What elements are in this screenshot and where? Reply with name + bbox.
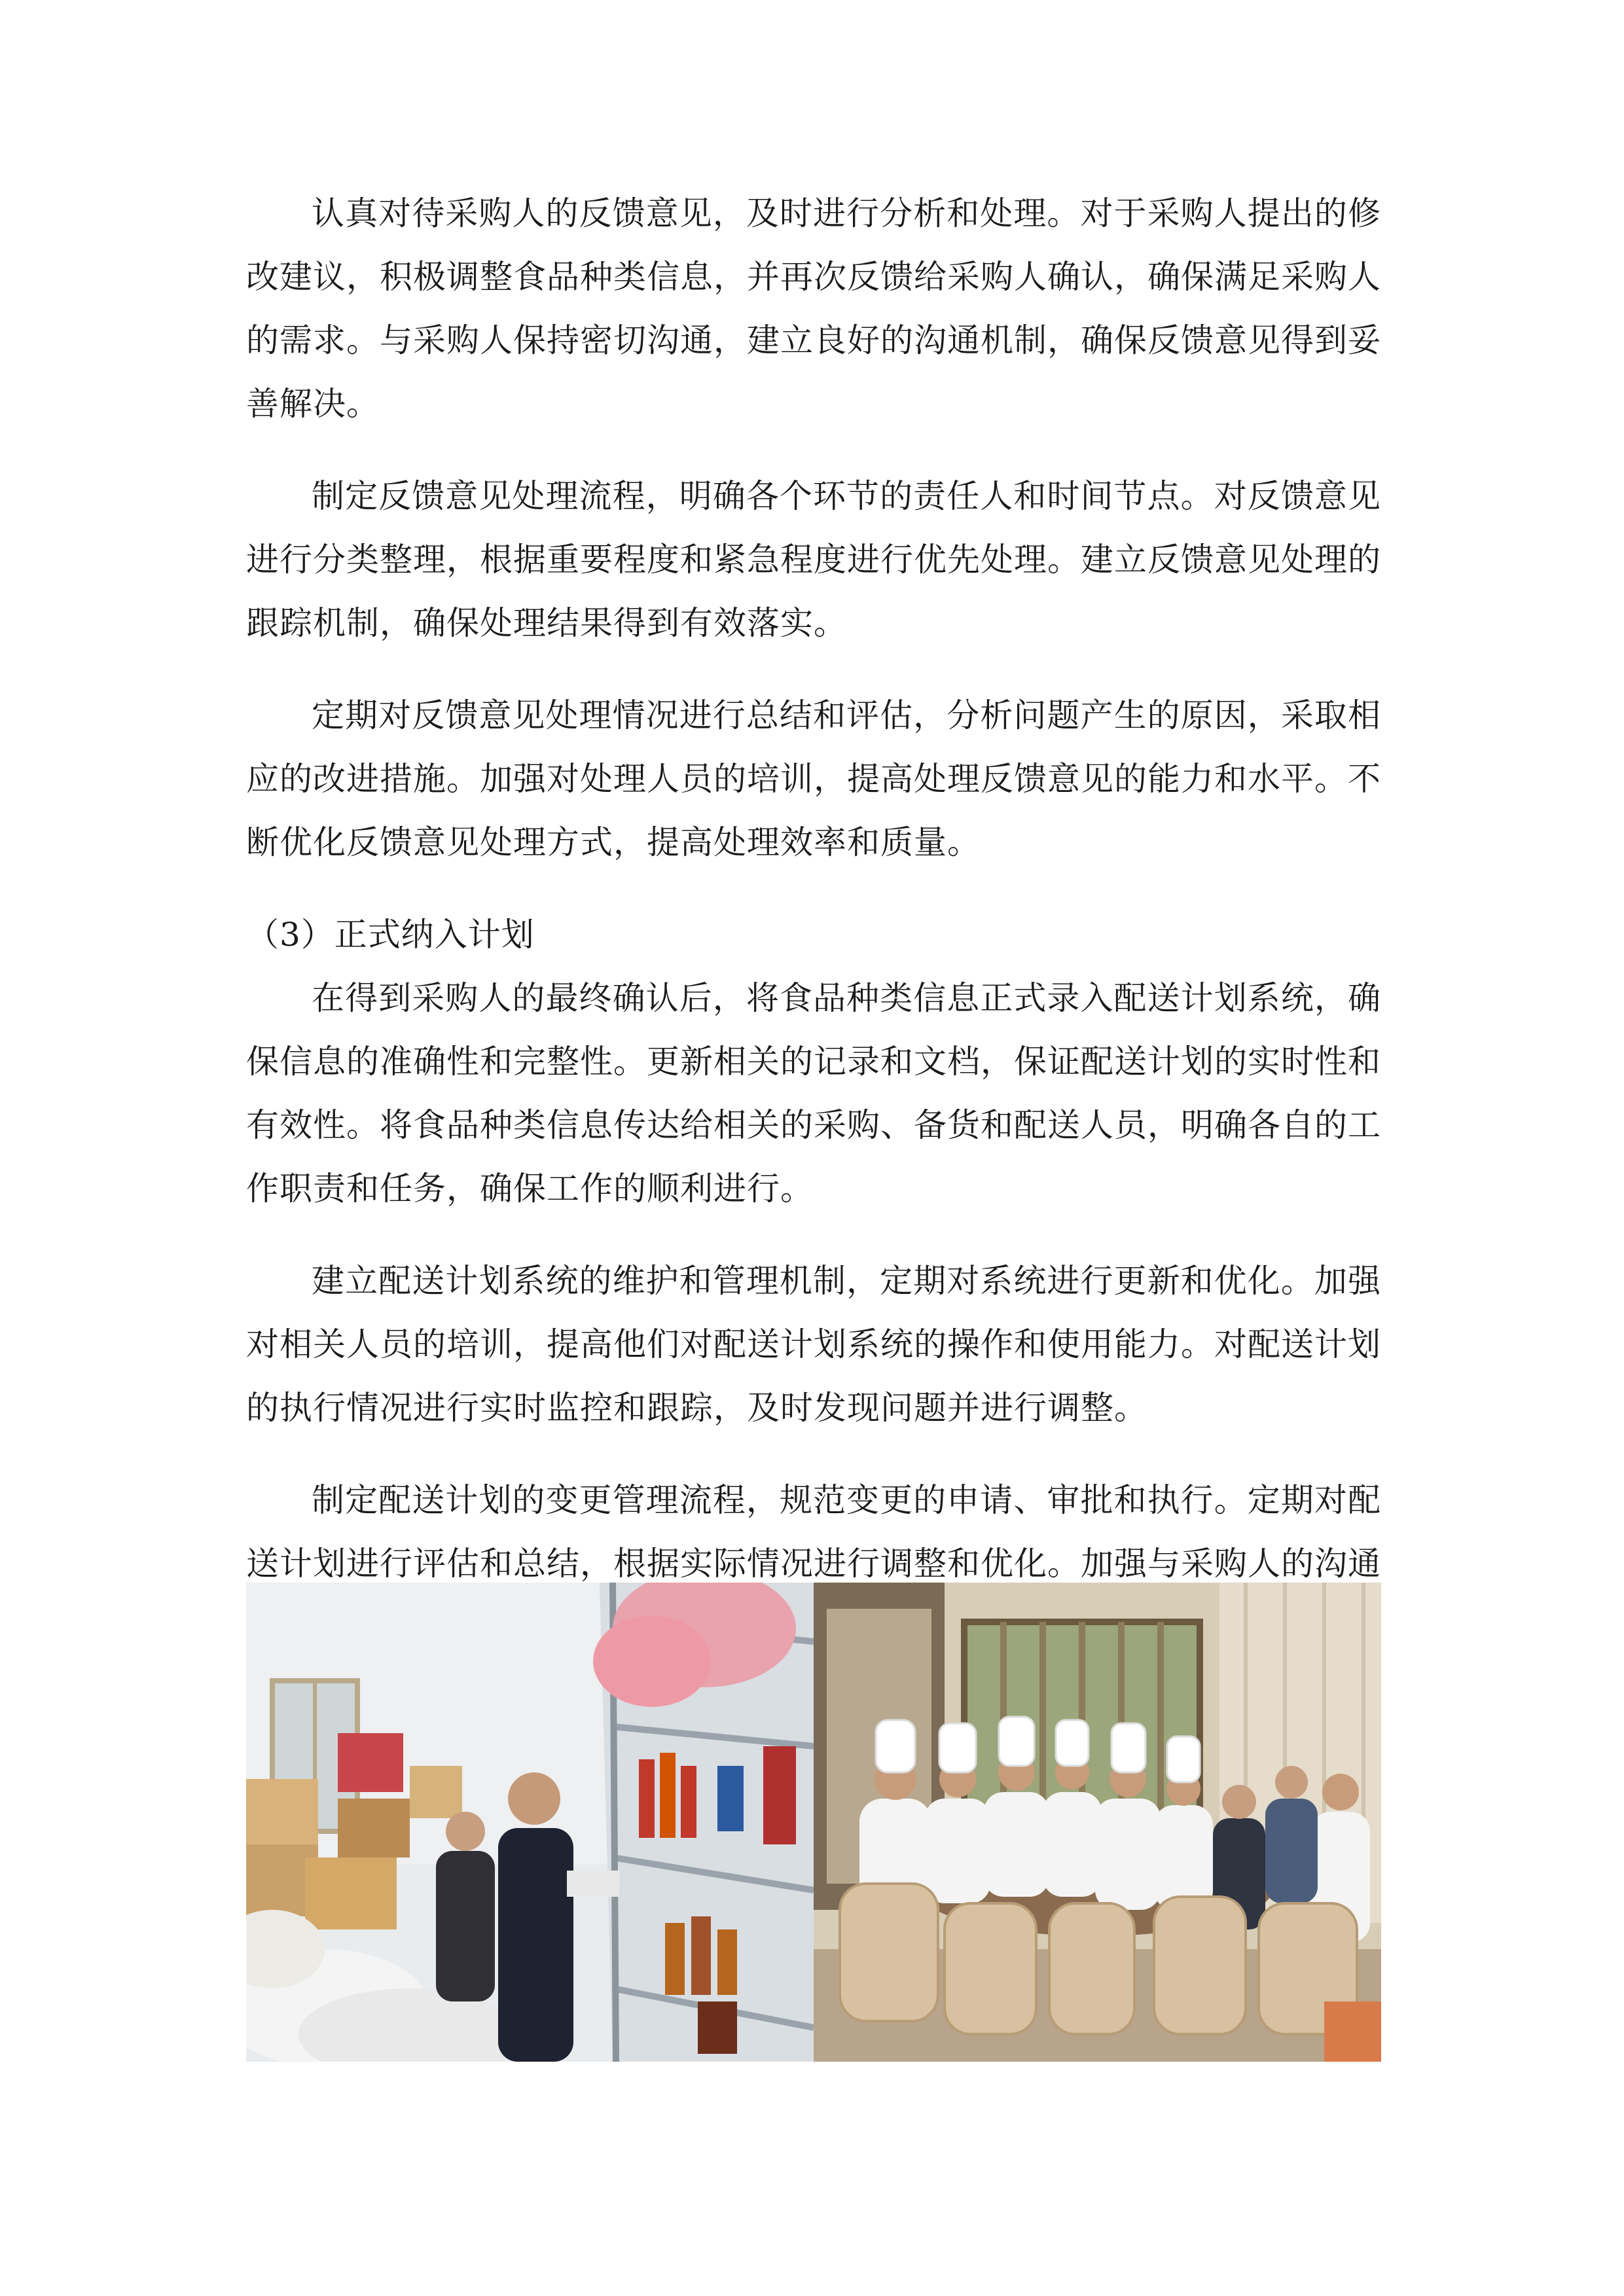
paragraph: 定期对反馈意见处理情况进行总结和评估，分析问题产生的原因，采取相应的改进措施。加强对处理人员的培训，提高处理反馈意见的能力和水平。不断优化反馈意见处理方式，提高处理效率和质量。 <box>246 696 1381 861</box>
paragraph: 建立配送计划系统的维护和管理机制，定期对系统进行更新和优化。加强对相关人员的培训，提高他们对配送计划系统的操作和使用能力。对配送计划的执行情况进行实时监控和跟踪，及时发现问题并进行调整。 <box>246 1262 1381 1427</box>
storeroom-illustration <box>246 1583 814 2062</box>
storeroom-photo <box>246 1583 814 2062</box>
paragraph: 认真对待采购人的反馈意见，及时进行分析和处理。对于采购人提出的修改建议，积极调整食品种类信息，并再次反馈给采购人确认，确保满足采购人的需求。与采购人保持密切沟通，建立良好的沟通机制，确保反馈意见得到妥善解决。 <box>246 194 1381 423</box>
meeting-illustration <box>814 1583 1381 2062</box>
meeting-photo <box>814 1583 1381 2062</box>
paragraph: 在得到采购人的最终确认后，将食品种类信息正式录入配送计划系统，确保信息的准确性和完整性。更新相关的记录和文档，保证配送计划的实时性和有效性。将食品种类信息传达给相关的采购、备货和配送人员，明确各自的工作职责和任务，确保工作的顺利进行。 <box>246 979 1381 1208</box>
photo-strip <box>246 1583 1381 2062</box>
document-body <box>246 182 1381 1688</box>
section-heading: （3）正式纳入计划 <box>246 916 535 954</box>
paragraph: 制定反馈意见处理流程，明确各个环节的责任人和时间节点。对反馈意见进行分类整理，根据重要程度和紧急程度进行优先处理。建立反馈意见处理的跟踪机制，确保处理结果得到有效落实。 <box>246 477 1381 642</box>
paragraph: 制定配送计划的变更管理流程，规范变更的申请、审批和执行。定期对配送计划进行评估和总结，根据实际情况进行调整和优化。加强与采购人的沟通 <box>246 1481 1381 1583</box>
